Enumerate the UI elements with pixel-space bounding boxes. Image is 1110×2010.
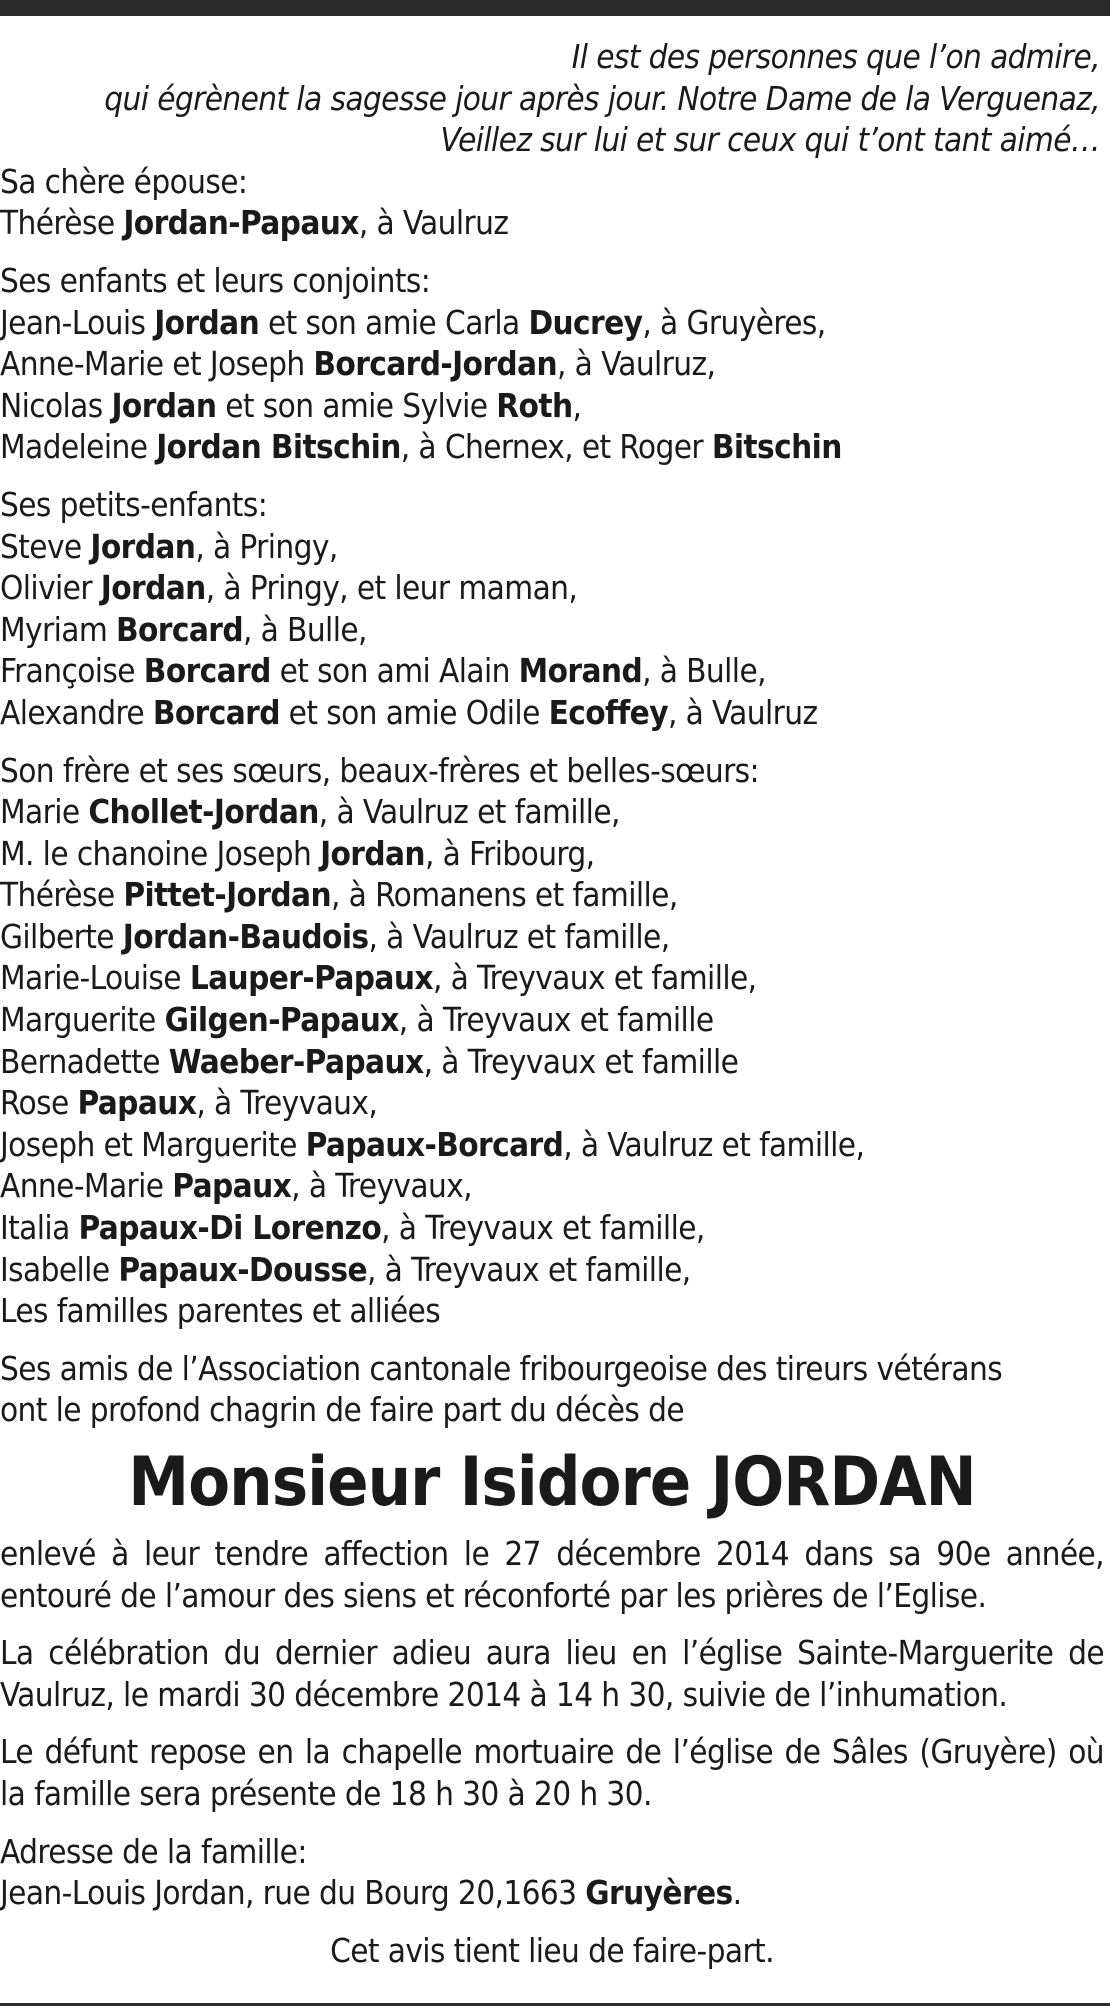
surname: Papaux — [77, 1083, 197, 1123]
surname: Jordan — [154, 302, 260, 342]
text-line — [0, 1207, 1104, 1249]
text-line — [0, 650, 1104, 692]
deceased-name: Monsieur Isidore JORDAN — [128, 1443, 976, 1522]
text-segment: Les familles parentes et alliées — [0, 1291, 441, 1331]
surname: Borcard — [152, 692, 280, 732]
text-segment: et son amie Sylvie — [216, 385, 497, 425]
text-segment: Thérèse — [0, 203, 124, 243]
text-segment: , à Treyvaux et famille — [423, 1041, 739, 1081]
text-segment: Italia — [0, 1208, 79, 1248]
surname: Bitschin — [711, 427, 842, 467]
quote-line: Il est des personnes que l’on admire, — [571, 37, 1100, 76]
surname: Borcard — [143, 651, 271, 691]
siblings-section — [0, 750, 1104, 1332]
surname: Jordan-Baudois — [122, 916, 369, 956]
surname: Jordan — [320, 833, 425, 873]
text-segment: , à Pringy, — [195, 526, 338, 566]
text-segment: Isabelle — [0, 1249, 119, 1289]
text-segment: Alexandre — [0, 692, 153, 732]
surname: Ducrey — [528, 302, 643, 342]
section-heading: Ses petits-enfants: — [0, 484, 268, 524]
text-line — [0, 1165, 1104, 1207]
text-segment: Steve — [0, 526, 91, 566]
text-line — [0, 343, 1104, 385]
text-segment: , à Bulle, — [642, 651, 766, 691]
death-paragraph: enlevé à leur tendre affection le 27 décembre 2014 dans sa 90e année, entouré de l’amour des siens et réconforté par les prières de l’Eglise. — [0, 1534, 1104, 1615]
quote-line: qui égrènent la sagesse jour après jour. Notre Dame de la Verguenaz, — [104, 78, 1100, 118]
text-segment: Gilberte — [0, 916, 123, 956]
surname: Papaux-Di Lorenzo — [78, 1208, 382, 1248]
spouse-section — [0, 161, 1104, 244]
text-line — [0, 1872, 1104, 1914]
surname: Jordan — [111, 385, 217, 425]
text-segment: , à Vaulruz et famille, — [318, 792, 620, 832]
text-line — [0, 1389, 1104, 1431]
text-line — [0, 833, 1104, 875]
surname: Papaux-Dousse — [118, 1249, 368, 1289]
text-segment: Madeleine — [0, 427, 157, 467]
surname: Pittet-Jordan — [123, 875, 332, 915]
text-line — [0, 202, 1104, 244]
surname: Gruyères — [585, 1873, 733, 1913]
children-section — [0, 260, 1104, 468]
surname: Chollet-Jordan — [88, 792, 319, 832]
text-line — [0, 1124, 1104, 1166]
quote-line: Veillez sur lui et sur ceux qui t’ont tant aimé… — [440, 120, 1100, 160]
text-segment: , à Treyvaux et famille, — [367, 1249, 691, 1289]
text-line — [0, 1082, 1104, 1124]
text-segment: Anne-Marie — [0, 1166, 173, 1206]
text-line — [0, 385, 1104, 427]
closing-note: Cet avis tient lieu de faire-part. — [330, 1930, 774, 1970]
section-heading: Adresse de la famille: — [0, 1831, 307, 1871]
mourner-lines — [0, 202, 1104, 244]
mourner-lines — [0, 302, 1104, 468]
text-line — [0, 567, 1104, 609]
opening-quote — [0, 36, 1100, 161]
surname: Gilgen-Papaux — [164, 1000, 399, 1040]
ceremony-paragraph: La célébration du dernier adieu aura lieu en l’église Sainte-Marguerite de Vaulruz, le mardi 30 décembre 2014 à 14 h 30, suivie de l’inhumation. — [0, 1633, 1104, 1714]
surname: Jordan-Papaux — [123, 203, 359, 243]
text-line — [0, 1348, 1104, 1390]
text-segment: , à Treyvaux et famille, — [432, 958, 757, 998]
text-segment: Thérèse — [0, 875, 124, 915]
text-line — [0, 957, 1104, 999]
text-line — [0, 999, 1104, 1041]
text-line — [0, 302, 1104, 344]
surname: Borcard-Jordan — [313, 344, 558, 384]
text-segment: , à Treyvaux, — [196, 1083, 378, 1123]
text-line — [0, 692, 1104, 734]
surname: Lauper-Papaux — [189, 958, 433, 998]
repose-paragraph: Le défunt repose en la chapelle mortuaire de l’église de Sâles (Gruyère) où la famille sera présente de 18 h 30 à 20 h 30. — [0, 1732, 1104, 1813]
text-segment: , à Treyvaux et famille — [398, 1000, 714, 1040]
text-segment: , à Treyvaux, — [291, 1166, 472, 1206]
text-segment: Bernadette — [0, 1041, 169, 1081]
text-segment: Olivier — [0, 568, 101, 608]
section-heading: Ses enfants et leurs conjoints: — [0, 260, 431, 300]
text-line — [0, 1041, 1104, 1083]
text-segment: , à Treyvaux et famille, — [381, 1208, 705, 1248]
text-segment: Françoise — [0, 651, 144, 691]
address-lines — [0, 1872, 1104, 1914]
text-line — [0, 916, 1104, 958]
text-segment: et son ami Alain — [270, 651, 519, 691]
text-segment: Jean-Louis Jordan, rue du Bourg 20,1663 — [0, 1873, 586, 1913]
text-segment: ont le profond chagrin de faire part du décès de — [0, 1390, 685, 1430]
section-heading: Son frère et ses sœurs, beaux-frères et belles-sœurs: — [0, 750, 759, 790]
text-segment: Anne-Marie et Joseph — [0, 344, 314, 384]
surname: Jordan Bitschin — [156, 427, 401, 467]
surname: Ecoffey — [548, 692, 668, 732]
text-segment: , à Pringy, et leur maman, — [205, 568, 578, 608]
text-line — [0, 426, 1104, 468]
text-segment: Myriam — [0, 609, 116, 649]
text-segment: , à Vaulruz — [358, 203, 509, 243]
text-line — [0, 1249, 1104, 1291]
text-segment: , à Vaulruz et famille, — [368, 916, 670, 956]
text-line — [0, 791, 1104, 833]
text-segment: Jean-Louis — [0, 302, 155, 342]
top-rule — [0, 0, 1110, 16]
mourner-lines — [0, 791, 1104, 1332]
text-segment: , — [572, 385, 582, 425]
grandchildren-section — [0, 484, 1104, 734]
surname: Papaux — [172, 1166, 292, 1206]
text-line — [0, 526, 1104, 568]
mourner-lines — [0, 1348, 1104, 1431]
text-line — [0, 609, 1104, 651]
surname: Morand — [518, 651, 643, 691]
text-segment: , à Vaulruz, — [557, 344, 716, 384]
surname: Jordan — [100, 568, 206, 608]
surname: Borcard — [115, 609, 243, 649]
text-segment: Ses amis de l’Association cantonale fribourgeoise des tireurs vétérans — [0, 1348, 1003, 1388]
text-segment: , à Bulle, — [242, 609, 367, 649]
text-segment: , à Chernex, et Roger — [400, 427, 712, 467]
text-line — [0, 1290, 1104, 1332]
section-heading: Sa chère épouse: — [0, 161, 248, 201]
friends-section — [0, 1348, 1104, 1431]
text-segment: . — [732, 1873, 742, 1913]
text-segment: , à Vaulruz et famille, — [563, 1124, 865, 1164]
text-segment: M. le chanoine Joseph — [0, 833, 321, 873]
text-segment: Marguerite — [0, 1000, 165, 1040]
family-address-section — [0, 1831, 1104, 1914]
text-segment: Rose — [0, 1083, 78, 1123]
text-segment: Nicolas — [0, 385, 112, 425]
text-segment: , à Gruyères, — [642, 302, 826, 342]
mourner-lines — [0, 526, 1104, 734]
surname: Waeber-Papaux — [168, 1041, 424, 1081]
text-segment: et son amie Carla — [259, 302, 529, 342]
obituary-notice — [0, 36, 1104, 1971]
text-segment: , à Romanens et famille, — [331, 875, 678, 915]
text-segment: , à Fribourg, — [424, 833, 595, 873]
text-segment: et son amie Odile — [279, 692, 549, 732]
surname: Jordan — [90, 526, 196, 566]
text-segment: Marie — [0, 792, 89, 832]
text-segment: , à Vaulruz — [667, 692, 818, 732]
text-line — [0, 874, 1104, 916]
surname: Papaux-Borcard — [305, 1124, 564, 1164]
text-segment: Joseph et Marguerite — [0, 1124, 306, 1164]
text-segment: Marie-Louise — [0, 958, 190, 998]
surname: Roth — [496, 385, 573, 425]
bottom-rule — [0, 2003, 1110, 2006]
